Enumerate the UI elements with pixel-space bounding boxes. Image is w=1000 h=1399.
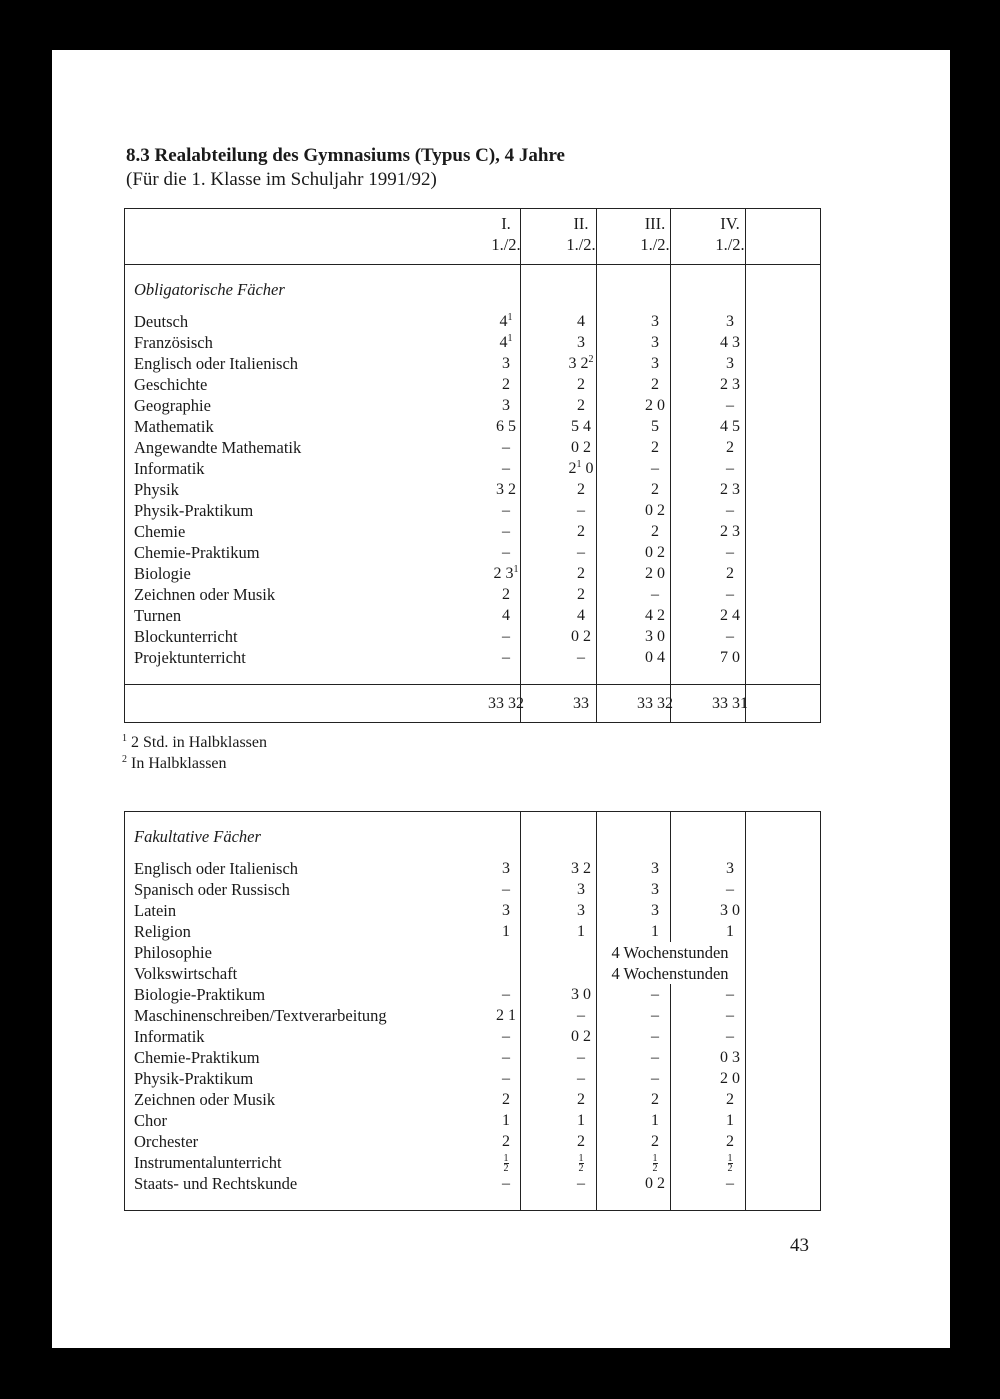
column-header-year: IV. [720, 214, 740, 233]
hours-cell: 1 [651, 1112, 659, 1129]
half-fraction: $\frac{1}{2}$ [727, 1153, 733, 1174]
hours-cell: – [502, 881, 510, 898]
column-header-year: I. [501, 214, 511, 233]
hours-cell: – [502, 649, 510, 666]
hours-cell: 2 [577, 523, 585, 540]
hours-cell: – [726, 1175, 734, 1192]
hours-cell: 3 [577, 902, 585, 919]
hours-cell [695, 1152, 765, 1173]
subject-label: Staats- und Rechtskunde [134, 1174, 298, 1193]
hours-cell: $4^1$ [499, 333, 513, 351]
subject-label: Französisch [134, 333, 213, 352]
section-subtitle: (Für die 1. Klasse im Schuljahr 1991/92) [126, 169, 437, 190]
hours-cell: 2 [577, 586, 585, 603]
hours-cell: – [577, 1175, 585, 1192]
subject-label: Mathematik [134, 417, 214, 436]
hours-cell: 2 [577, 397, 585, 414]
column-header-semester: 1./2. [566, 235, 596, 254]
subject-label: Blockunterricht [134, 627, 238, 646]
table1-header-rule [124, 264, 821, 265]
section-title: 8.3 Realabteilung des Gymnasiums (Typus C), 4 Jahre [126, 145, 565, 166]
hours-cell: 1 [726, 1112, 734, 1129]
column-header-year: II. [573, 214, 589, 233]
hours-cell: 2 [726, 1091, 734, 1108]
hours-cell: 3 [651, 355, 659, 372]
subject-label: Englisch oder Italienisch [134, 859, 299, 878]
subject-label: Deutsch [134, 312, 189, 331]
hours-cell: – [502, 439, 510, 456]
subject-label: Physik-Praktikum [134, 501, 254, 520]
hours-cell: 3 [577, 881, 585, 898]
hours-cell: – [651, 1007, 659, 1024]
hours-cell: 3 $2^2$ [568, 354, 594, 372]
hours-cell: – [577, 649, 585, 666]
subject-label: Spanisch oder Russisch [134, 880, 290, 899]
hours-cell: – [577, 1049, 585, 1066]
hours-cell: 2 3 [720, 523, 740, 540]
hours-cell: 2 0 [720, 1070, 740, 1087]
total-hours-cell: 33 32 [488, 695, 524, 712]
hours-cell: – [577, 1007, 585, 1024]
hours-cell: – [651, 460, 659, 477]
hours-cell: 2 0 [645, 565, 665, 582]
hours-cell: – [651, 986, 659, 1003]
subject-label: Projektunterricht [134, 648, 246, 667]
hours-cell: 2 [651, 439, 659, 456]
hours-cell: 3 [502, 902, 510, 919]
hours-cell: 2 [577, 481, 585, 498]
hours-cell: 0 2 [645, 1175, 665, 1192]
hours-cell: 4 2 [645, 607, 665, 624]
subject-label: Angewandte Mathematik [134, 438, 302, 457]
hours-cell: 2 [726, 439, 734, 456]
hours-cell: – [502, 502, 510, 519]
subject-label: Biologie-Praktikum [134, 985, 266, 1004]
section-label-obligatory: Obligatorische Fächer [134, 280, 285, 299]
hours-cell: 3 [651, 860, 659, 877]
subject-label: Informatik [134, 459, 205, 478]
hours-cell: $4^1$ [499, 312, 513, 330]
spanned-hours-cell: 4 Wochenstunden [600, 963, 740, 984]
hours-cell: 1 [651, 923, 659, 940]
hours-cell: 6 5 [496, 418, 516, 435]
hours-cell: – [726, 1007, 734, 1024]
subject-label: Maschinenschreiben/Textverarbeitung [134, 1006, 387, 1025]
page-number: 43 [790, 1235, 809, 1256]
hours-cell: 1 [726, 923, 734, 940]
subject-label: Chemie-Praktikum [134, 543, 260, 562]
subject-label: Physik-Praktikum [134, 1069, 254, 1088]
hours-cell: 4 [502, 607, 510, 624]
hours-cell: 2 [651, 481, 659, 498]
half-fraction: $\frac{1}{2}$ [578, 1153, 584, 1174]
hours-cell: 3 [726, 860, 734, 877]
hours-cell: 3 2 [571, 860, 591, 877]
hours-cell: 2 [502, 1133, 510, 1150]
column-header-semester: 1./2. [491, 235, 521, 254]
footnote: $^2$ In Halbklassen [122, 754, 227, 772]
hours-cell: – [502, 1028, 510, 1045]
hours-cell: 4 [577, 607, 585, 624]
hours-cell: 3 [651, 334, 659, 351]
hours-cell: 2 [502, 376, 510, 393]
hours-cell: $2^1$ 0 [568, 459, 594, 477]
total-hours-cell: 33 32 [637, 695, 673, 712]
hours-cell: 4 [577, 313, 585, 330]
column-header-semester: 1./2. [640, 235, 670, 254]
subject-label: Englisch oder Italienisch [134, 354, 299, 373]
hours-cell: – [502, 986, 510, 1003]
subject-label: Informatik [134, 1027, 205, 1046]
hours-cell: 0 2 [645, 502, 665, 519]
hours-cell: – [502, 544, 510, 561]
subject-label: Biologie [134, 564, 191, 583]
hours-cell: 3 [726, 355, 734, 372]
hours-cell: 0 2 [571, 628, 591, 645]
hours-cell: 3 0 [645, 628, 665, 645]
hours-cell: – [726, 460, 734, 477]
hours-cell: – [502, 1049, 510, 1066]
subject-label: Zeichnen oder Musik [134, 1090, 276, 1109]
total-hours-cell: 33 31 [712, 695, 748, 712]
hours-cell: 3 [726, 313, 734, 330]
hours-cell: – [502, 1070, 510, 1087]
subject-label: Physik [134, 480, 179, 499]
subject-label: Volkswirtschaft [134, 964, 238, 983]
hours-cell: 2 3 [720, 376, 740, 393]
hours-cell: 3 2 [496, 481, 516, 498]
subject-label: Religion [134, 922, 191, 941]
subject-label: Zeichnen oder Musik [134, 585, 276, 604]
hours-cell: – [502, 1175, 510, 1192]
hours-cell: 3 [577, 334, 585, 351]
hours-cell: 1 [502, 923, 510, 940]
hours-cell: 2 4 [720, 607, 740, 624]
hours-cell: – [502, 460, 510, 477]
hours-cell: – [726, 502, 734, 519]
hours-cell: 2 [577, 565, 585, 582]
hours-cell: 2 [651, 376, 659, 393]
hours-cell: 1 [502, 1112, 510, 1129]
hours-cell: 1 [577, 1112, 585, 1129]
hours-cell: 2 [651, 1091, 659, 1108]
hours-cell: 2 $3^1$ [493, 564, 519, 582]
table1-totals-rule [124, 684, 821, 685]
hours-cell: – [502, 628, 510, 645]
hours-cell: 2 [651, 1133, 659, 1150]
subject-label: Geschichte [134, 375, 208, 394]
subject-label: Philosophie [134, 943, 212, 962]
hours-cell: 2 [577, 1091, 585, 1108]
hours-cell: – [502, 523, 510, 540]
hours-cell: 3 [651, 313, 659, 330]
hours-cell: – [651, 586, 659, 603]
hours-cell: 2 [577, 1133, 585, 1150]
section-label-optional: Fakultative Fächer [134, 827, 261, 846]
hours-cell [546, 1152, 616, 1173]
hours-cell: – [726, 628, 734, 645]
column-header-semester: 1./2. [715, 235, 745, 254]
hours-cell: – [651, 1028, 659, 1045]
hours-cell: 2 3 [720, 481, 740, 498]
hours-cell: 5 4 [571, 418, 591, 435]
hours-cell: 0 2 [571, 439, 591, 456]
half-fraction: $\frac{1}{2}$ [652, 1153, 658, 1174]
subject-label: Orchester [134, 1132, 199, 1151]
hours-cell: 0 2 [571, 1028, 591, 1045]
subject-label: Instrumentalunterricht [134, 1153, 282, 1172]
hours-cell: 3 0 [571, 986, 591, 1003]
total-hours-cell: 33 [573, 695, 589, 712]
hours-cell: 1 [577, 923, 585, 940]
hours-cell: 0 4 [645, 649, 665, 666]
hours-cell: – [726, 544, 734, 561]
subject-label: Turnen [134, 606, 182, 625]
half-fraction: $\frac{1}{2}$ [503, 1153, 509, 1174]
hours-cell [471, 1152, 541, 1173]
hours-cell: 2 [651, 523, 659, 540]
spanned-hours-cell: 4 Wochenstunden [600, 942, 740, 963]
hours-cell: 5 [651, 418, 659, 435]
footnote: $^1$ 2 Std. in Halbklassen [122, 733, 267, 751]
hours-cell: 0 3 [720, 1049, 740, 1066]
hours-cell: 3 [651, 881, 659, 898]
hours-cell: 4 5 [720, 418, 740, 435]
subject-label: Geographie [134, 396, 211, 415]
hours-cell: 2 [502, 586, 510, 603]
hours-cell: 3 [502, 355, 510, 372]
document-page [52, 50, 950, 1348]
hours-cell: 3 0 [720, 902, 740, 919]
hours-cell: – [651, 1070, 659, 1087]
hours-cell: 3 [502, 397, 510, 414]
column-header-year: III. [644, 214, 666, 233]
hours-cell: 2 1 [496, 1007, 516, 1024]
hours-cell: 3 [502, 860, 510, 877]
hours-cell: – [577, 544, 585, 561]
hours-cell: 0 2 [645, 544, 665, 561]
hours-cell: 2 [726, 1133, 734, 1150]
hours-cell: – [726, 586, 734, 603]
hours-cell: – [726, 881, 734, 898]
hours-cell: – [726, 397, 734, 414]
hours-cell: 3 [651, 902, 659, 919]
subject-label: Chemie-Praktikum [134, 1048, 260, 1067]
hours-cell: – [577, 1070, 585, 1087]
hours-cell: 2 0 [645, 397, 665, 414]
hours-cell: 2 [726, 565, 734, 582]
subject-label: Latein [134, 901, 177, 920]
subject-label: Chor [134, 1111, 167, 1130]
hours-cell: 7 0 [720, 649, 740, 666]
hours-cell: – [577, 502, 585, 519]
hours-cell: – [726, 986, 734, 1003]
subject-label: Chemie [134, 522, 186, 541]
hours-cell: – [726, 1028, 734, 1045]
hours-cell: 2 [577, 376, 585, 393]
hours-cell [620, 1152, 690, 1173]
hours-cell: 4 3 [720, 334, 740, 351]
hours-cell: – [651, 1049, 659, 1066]
hours-cell: 2 [502, 1091, 510, 1108]
